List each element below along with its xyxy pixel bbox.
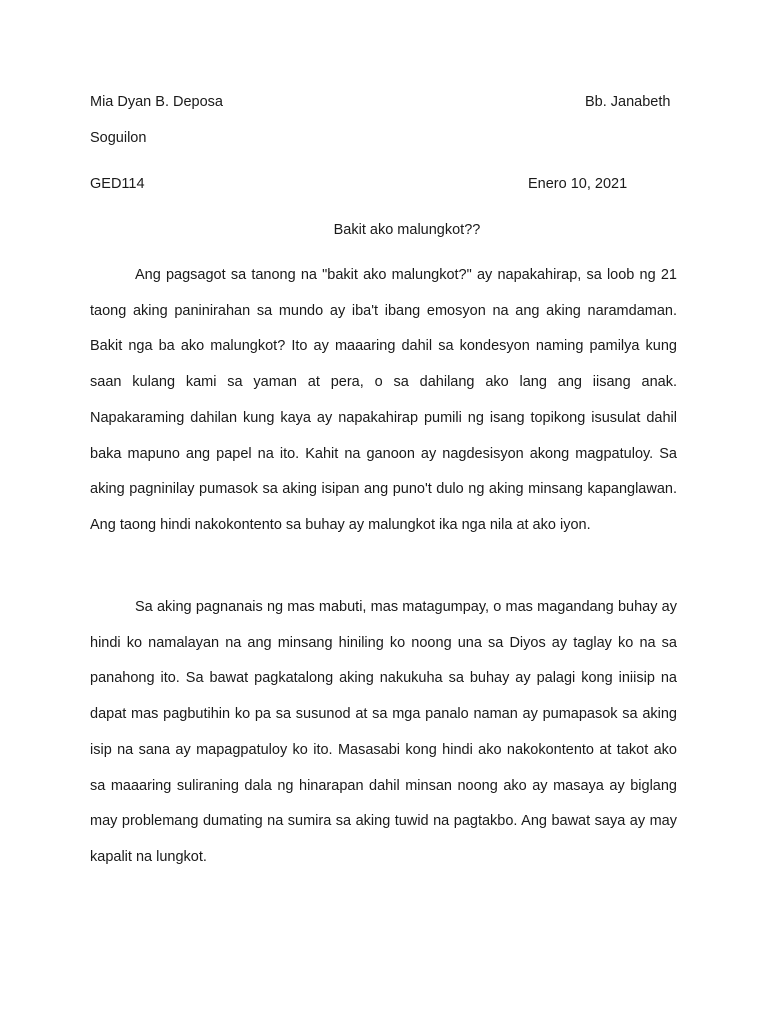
teacher-name-continued: Soguilon: [90, 130, 147, 146]
teacher-name: Bb. Janabeth: [585, 94, 671, 110]
paragraph-1: Ang pagsagot sa tanong na "bakit ako malungkot?" ay napakahirap, sa loob ng 21 taong aking paninirahan sa mundo ay iba't ibang emosyon na ang aking naramdaman. Bakit nga ba ako malungkot? Ito ay maaaring dahil sa kondesyon naming pamilya kung saan kulang kami sa yaman at pera, o sa dahilang ako lang ang iisang anak. Napakaraming dahilan kung kaya ay napakahirap pumili ng isang topikong isusulat dahil baka mapuno ang papel na ito. Kahit na ganoon ay nagdesisyon akong magpatuloy. Sa aking pagninilay pumasok sa aking isipan ang puno't dulo ng aking minsang kapanglawan. Ang taong hindi nakokontento sa buhay ay malungkot ika nga nila at ako iyon.: [90, 267, 677, 533]
paragraph-2: Sa aking pagnanais ng mas mabuti, mas matagumpay, o mas magandang buhay ay hindi ko namalayan na ang minsang hiniling ko noong una sa Diyos ay taglay ko na sa panahong ito. Sa bawat pagkatalong aking nakukuha sa buhay ay palagi kong iniisip na dapat mas pagbutihin ko pa sa susunod at sa mga panalo naman ay pumapasok sa aking isip na sana ay mapagpatuloy ko ito. Masasabi kong hindi ako nakokontento at takot ako sa maaaring suliraning dala ng hinarapan dahil minsan noong ako ay masaya ay biglang may problemang dumating na sumira sa aking tuwid na pagtakbo. Ang bawat saya ay may kapalit na lungkot.: [90, 599, 677, 865]
course-code: GED114: [90, 176, 145, 192]
student-name: Mia Dyan B. Deposa: [90, 94, 223, 110]
document-title: Bakit ako malungkot??: [333, 222, 481, 238]
document-date: Enero 10, 2021: [528, 176, 628, 192]
